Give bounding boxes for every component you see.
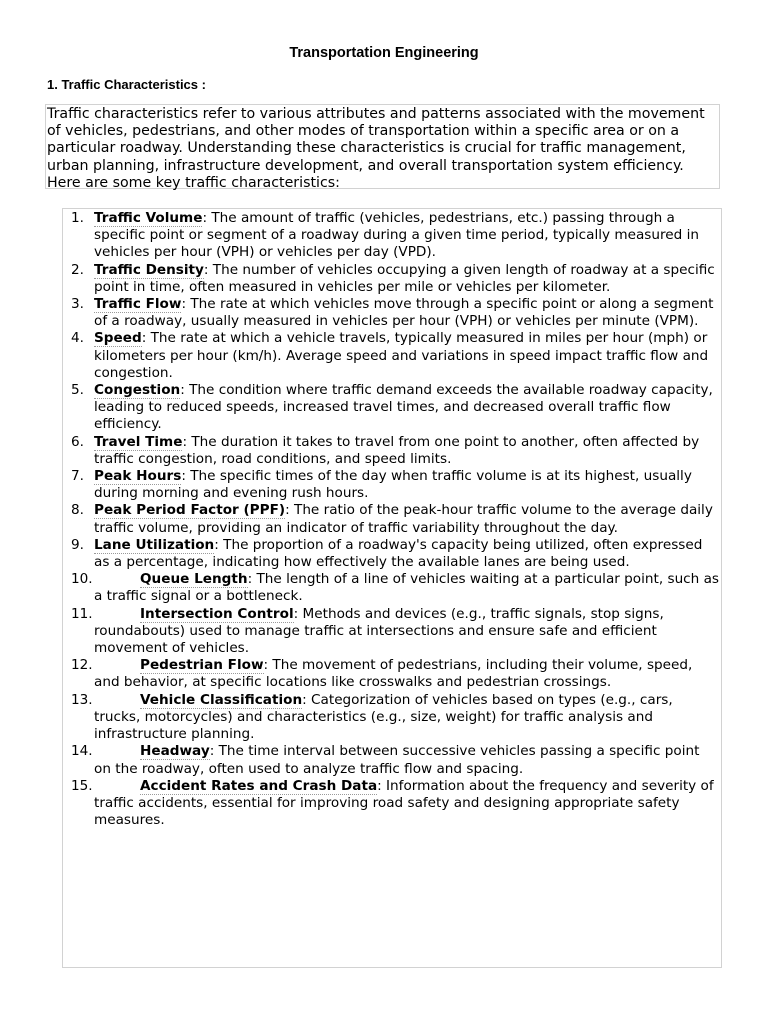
list-item xyxy=(63,382,719,434)
item-number: 7. xyxy=(71,468,84,485)
item-description: : The ratio of the peak-hour traffic volume to the average daily traffic volume, providing an indicator of traffic variability throughout the day. xyxy=(94,502,713,536)
item-number: 9. xyxy=(71,536,84,553)
item-term: Queue Length xyxy=(140,571,248,588)
item-description: : Categorization of vehicles based on types (e.g., cars, trucks, motorcycles) and characteristics (e.g., size, weight) for traffic analysis and infrastructure planning. xyxy=(94,691,673,743)
list-item xyxy=(63,210,719,262)
list-item xyxy=(63,692,719,744)
document-title: Transportation Engineering xyxy=(289,45,479,61)
item-number: 13. xyxy=(71,691,93,708)
list-item xyxy=(63,571,719,605)
list-item xyxy=(63,262,719,296)
item-term: Traffic Volume xyxy=(94,210,203,226)
list-item xyxy=(63,537,719,571)
intro-paragraph: Traffic characteristics refer to various attributes and patterns associated with the movement of vehicles, pedestrians, and other modes of transportation within a specific area or on a particular roadway. Understanding these characteristics is crucial for traffic management, urban planning, infrastructure development, and overall transportation system efficiency. Here are some key traffic characteristics: xyxy=(47,106,705,191)
item-description: : The amount of traffic (vehicles, pedestrians, etc.) passing through a specific point or segment of a roadway during a given time period, typically measured in vehicles per hour (VPH) or vehicles per day (VPD). xyxy=(94,210,699,261)
item-description: : The time interval between successive vehicles passing a specific point on the roadway, often used to analyze traffic flow and spacing. xyxy=(94,743,700,777)
item-description: : The rate at which a vehicle travels, typically measured in miles per hour (mph) or kilometers per hour (km/h). Average speed and variations in speed impact traffic flow and congestion. xyxy=(94,330,709,381)
list-item xyxy=(63,778,719,830)
item-description: : The length of a line of vehicles waiting at a particular point, such as a traffic signal or a bottleneck. xyxy=(94,571,720,605)
item-term: Peak Hours xyxy=(94,468,182,485)
list-item xyxy=(63,434,719,468)
item-term: Lane Utilization xyxy=(94,536,215,553)
item-number: 6. xyxy=(71,433,84,450)
item-number: 4. xyxy=(71,330,84,347)
item-number: 11. xyxy=(71,605,93,622)
list-item xyxy=(63,606,719,658)
item-number: 2. xyxy=(71,261,84,278)
list-item xyxy=(63,468,719,502)
item-description: : The condition where traffic demand exceeds the available roadway capacity, leading to reduced speeds, increased travel times, and decreased overall traffic flow efficiency. xyxy=(94,382,713,433)
list-item xyxy=(63,330,719,382)
item-term: Traffic Flow xyxy=(94,296,182,313)
item-description: : The specific times of the day when traffic volume is at its highest, usually during morning and evening rush hours. xyxy=(94,468,692,502)
item-term: Intersection Control xyxy=(140,605,294,622)
item-term: Speed xyxy=(94,330,142,347)
item-term: Travel Time xyxy=(94,433,183,450)
item-term: Traffic Density xyxy=(94,261,204,278)
list-item xyxy=(63,502,719,536)
item-term: Pedestrian Flow xyxy=(140,657,264,674)
intro-text-box xyxy=(45,104,720,189)
item-term: Vehicle Classification xyxy=(140,691,303,708)
characteristics-list xyxy=(63,210,719,829)
item-term: Headway xyxy=(140,743,210,760)
item-number: 5. xyxy=(71,382,84,399)
item-description: : Information about the frequency and severity of traffic accidents, essential for improving road safety and designing appropriate safety measures. xyxy=(94,777,714,829)
list-item xyxy=(63,657,719,691)
item-description: : The number of vehicles occupying a given length of roadway at a specific point in time, often measured in vehicles per mile or vehicles per kilometer. xyxy=(94,261,715,295)
section-heading: 1. Traffic Characteristics : xyxy=(47,77,206,92)
list-item xyxy=(63,296,719,330)
list-item xyxy=(63,743,719,777)
item-description: : The rate at which vehicles move through a specific point or along a segment of a roadway, usually measured in vehicles per hour (VPH) or vehicles per minute (VPM). xyxy=(94,296,714,330)
item-description: : The proportion of a roadway's capacity being utilized, often expressed as a percentage, indicating how effectively the available lanes are being used. xyxy=(94,536,703,571)
item-description: : Methods and devices (e.g., traffic signals, stop signs, roundabouts) used to manage traffic at intersections and ensure safe and efficient movement of vehicles. xyxy=(94,605,664,657)
characteristics-list-box xyxy=(62,208,722,968)
item-term: Accident Rates and Crash Data xyxy=(140,777,378,794)
item-number: 3. xyxy=(71,296,84,313)
item-number: 15. xyxy=(71,777,93,794)
item-description: : The duration it takes to travel from one point to another, often affected by traffic congestion, road conditions, and speed limits. xyxy=(94,433,700,467)
item-term: Congestion xyxy=(94,382,181,399)
item-number: 10. xyxy=(71,571,93,588)
item-term: Peak Period Factor (PPF) xyxy=(94,502,286,519)
item-description: : The movement of pedestrians, including their volume, speed, and behavior, at specific locations like crosswalks and pedestrian crossings. xyxy=(94,657,693,691)
item-number: 12. xyxy=(71,657,93,674)
item-number: 1. xyxy=(71,210,84,226)
item-number: 8. xyxy=(71,502,84,519)
item-number: 14. xyxy=(71,743,93,760)
